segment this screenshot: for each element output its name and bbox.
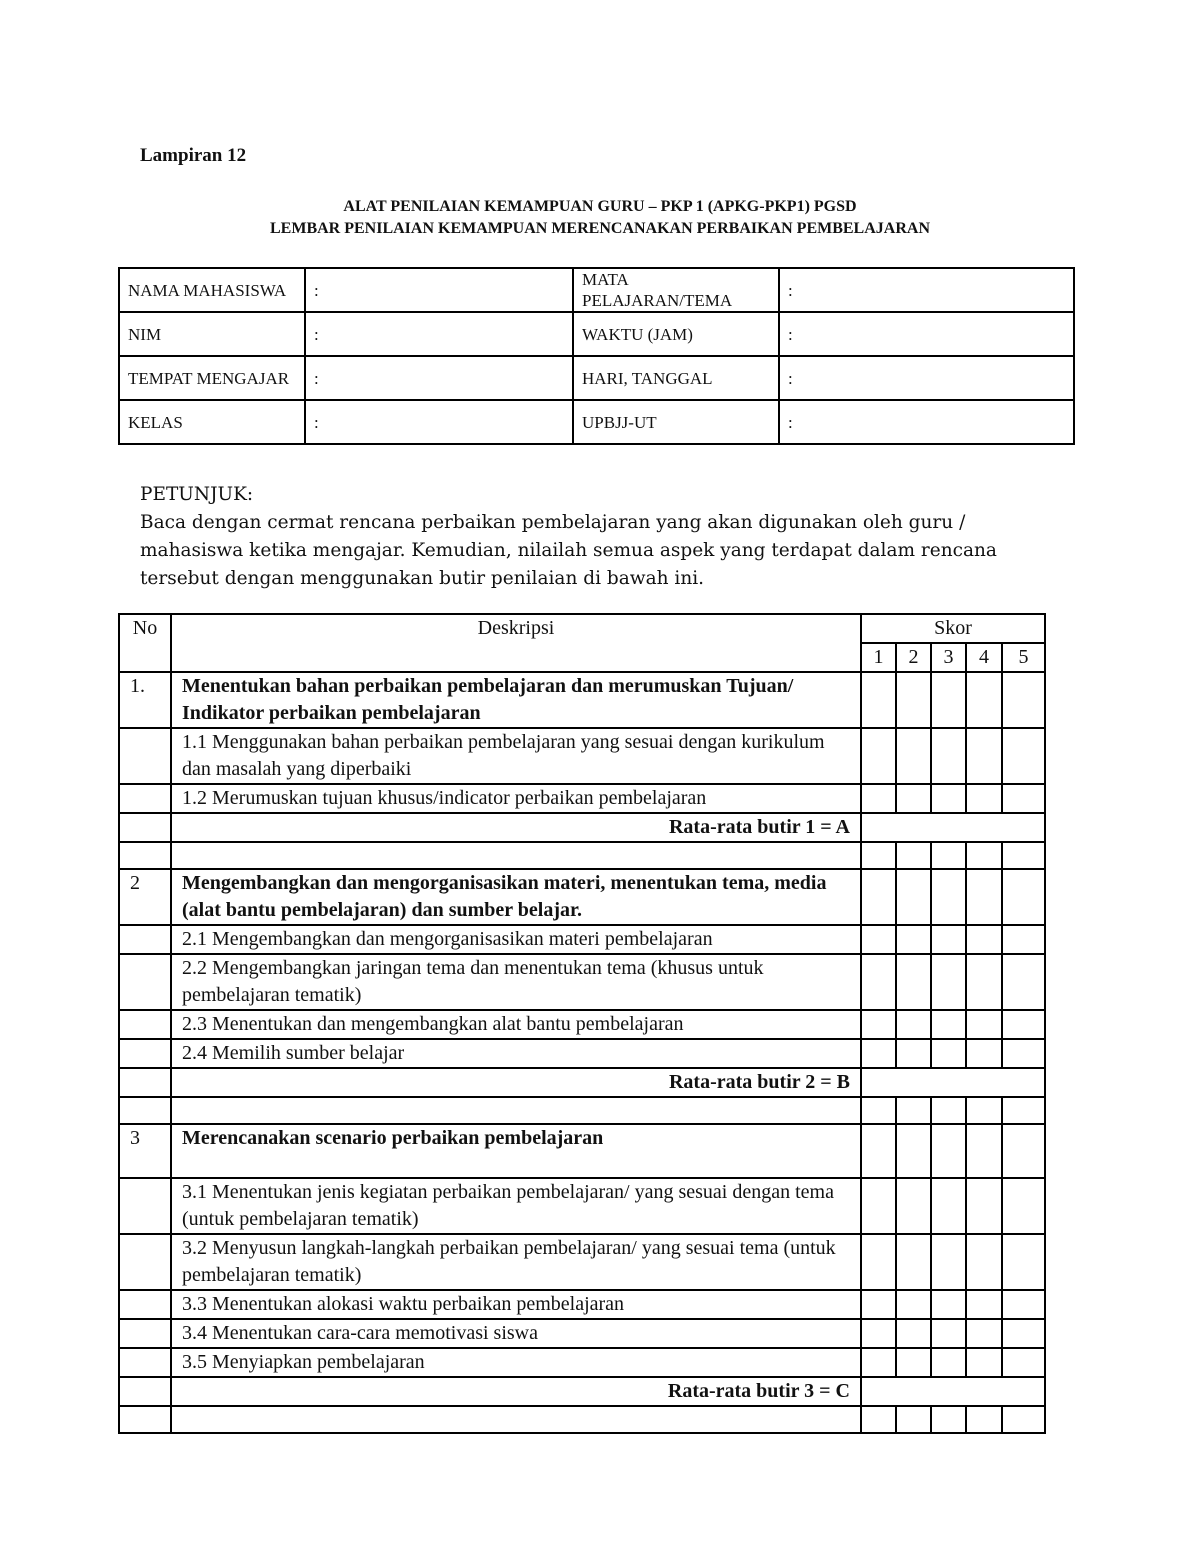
- average-row: [119, 1068, 1045, 1097]
- score-cell-1[interactable]: [861, 1178, 896, 1234]
- score-cell-4[interactable]: [966, 842, 1002, 869]
- table-row: [119, 842, 1045, 869]
- score-cell-3[interactable]: [931, 728, 966, 784]
- identity-value-field[interactable]: :: [305, 312, 573, 356]
- row-description: Menentukan bahan perbaikan pembelajaran dan merumuskan Tujuan/ Indikator perbaikan pembelajaran: [171, 672, 861, 728]
- row-number: [119, 784, 171, 813]
- average-label: Rata-rata butir 2 = B: [171, 1068, 861, 1097]
- score-cell-5[interactable]: [1002, 1319, 1045, 1348]
- assessment-table: [118, 613, 1046, 1434]
- identity-row: [119, 268, 1074, 312]
- table-row: [119, 1290, 1045, 1319]
- score-cell-4[interactable]: [966, 1010, 1002, 1039]
- instructions-heading: PETUNJUK:: [140, 484, 254, 505]
- score-cell-5[interactable]: [1002, 672, 1045, 728]
- table-row: [119, 1097, 1045, 1124]
- score-cell-1[interactable]: [861, 1319, 896, 1348]
- score-cell-3[interactable]: [931, 925, 966, 954]
- row-description: 2.3 Menentukan dan mengembangkan alat bantu pembelajaran: [171, 1010, 861, 1039]
- score-cell-3[interactable]: [931, 869, 966, 925]
- score-cell-2[interactable]: [896, 1234, 931, 1290]
- lampiran-label: Lampiran 12: [140, 145, 247, 166]
- identity-label: WAKTU (JAM): [573, 312, 779, 356]
- identity-label: NIM: [119, 312, 305, 356]
- row-description: [171, 1406, 861, 1433]
- score-cell-1[interactable]: [861, 1097, 896, 1124]
- score-cell-1[interactable]: [861, 925, 896, 954]
- score-cell-1[interactable]: [861, 1039, 896, 1068]
- score-cell-4[interactable]: [966, 1039, 1002, 1068]
- row-number: [119, 728, 171, 784]
- row-description: 3.5 Menyiapkan pembelajaran: [171, 1348, 861, 1377]
- score-cell-2[interactable]: [896, 1039, 931, 1068]
- header-deskripsi: Deskripsi: [171, 614, 861, 672]
- title-line-2: LEMBAR PENILAIAN KEMAMPUAN MERENCANAKAN PERBAIKAN PEMBELAJARAN: [270, 220, 930, 237]
- score-cell-5[interactable]: [1002, 1124, 1045, 1178]
- section-row: [119, 672, 1045, 728]
- document-title: [0, 196, 1200, 240]
- score-cell-3[interactable]: [931, 1319, 966, 1348]
- table-row: [119, 1039, 1045, 1068]
- score-cell-2[interactable]: [896, 954, 931, 1010]
- identity-value-field[interactable]: :: [305, 268, 573, 312]
- header-score-1: 1: [861, 643, 896, 672]
- table-row: [119, 925, 1045, 954]
- score-cell-5[interactable]: [1002, 1234, 1045, 1290]
- average-row: [119, 813, 1045, 842]
- score-cell-3[interactable]: [931, 784, 966, 813]
- table-row: [119, 1178, 1045, 1234]
- score-cell-3[interactable]: [931, 1039, 966, 1068]
- score-cell-1[interactable]: [861, 954, 896, 1010]
- score-cell-4[interactable]: [966, 1234, 1002, 1290]
- row-number: [119, 1290, 171, 1319]
- average-score-cell[interactable]: [861, 1068, 1045, 1097]
- row-number: [119, 1178, 171, 1234]
- score-cell-5[interactable]: [1002, 1406, 1045, 1433]
- header-score-3: 3: [931, 643, 966, 672]
- identity-value-field[interactable]: :: [779, 400, 1074, 444]
- average-label: Rata-rata butir 3 = C: [171, 1377, 861, 1406]
- score-cell-2[interactable]: [896, 925, 931, 954]
- score-cell-1[interactable]: [861, 1348, 896, 1377]
- identity-value-field[interactable]: :: [305, 356, 573, 400]
- score-cell-3[interactable]: [931, 1124, 966, 1178]
- row-description: 1.2 Merumuskan tujuan khusus/indicator perbaikan pembelajaran: [171, 784, 861, 813]
- row-description: Merencanakan scenario perbaikan pembelajaran: [171, 1124, 861, 1178]
- row-number: [119, 1348, 171, 1377]
- identity-value-field[interactable]: :: [779, 268, 1074, 312]
- identity-row: [119, 312, 1074, 356]
- score-cell-5[interactable]: [1002, 925, 1045, 954]
- average-label: Rata-rata butir 1 = A: [171, 813, 861, 842]
- score-cell-4[interactable]: [966, 1406, 1002, 1433]
- average-score-cell[interactable]: [861, 1377, 1045, 1406]
- score-cell-2[interactable]: [896, 1178, 931, 1234]
- score-cell-4[interactable]: [966, 1097, 1002, 1124]
- row-description: 2.4 Memilih sumber belajar: [171, 1039, 861, 1068]
- row-number: [119, 1234, 171, 1290]
- table-row: [119, 1319, 1045, 1348]
- identity-value-field[interactable]: :: [779, 356, 1074, 400]
- score-cell-2[interactable]: [896, 1290, 931, 1319]
- row-description: 1.1 Menggunakan bahan perbaikan pembelajaran yang sesuai dengan kurikulum dan masalah yang diperbaiki: [171, 728, 861, 784]
- row-number: [119, 954, 171, 1010]
- score-cell-5[interactable]: [1002, 1039, 1045, 1068]
- score-cell-3[interactable]: [931, 954, 966, 1010]
- score-cell-3[interactable]: [931, 1406, 966, 1433]
- identity-value-field[interactable]: :: [779, 312, 1074, 356]
- row-description: 3.2 Menyusun langkah-langkah perbaikan pembelajaran/ yang sesuai tema (untuk pembelajaran tematik): [171, 1234, 861, 1290]
- score-cell-1[interactable]: [861, 842, 896, 869]
- row-description: 3.4 Menentukan cara-cara memotivasi siswa: [171, 1319, 861, 1348]
- score-cell-1[interactable]: [861, 1406, 896, 1433]
- table-row: [119, 784, 1045, 813]
- identity-label: NAMA MAHASISWA: [119, 268, 305, 312]
- score-cell-3[interactable]: [931, 1348, 966, 1377]
- score-cell-4[interactable]: [966, 1178, 1002, 1234]
- table-row: [119, 954, 1045, 1010]
- row-description: [171, 1097, 861, 1124]
- score-cell-5[interactable]: [1002, 869, 1045, 925]
- row-number: [119, 1377, 171, 1406]
- score-cell-4[interactable]: [966, 1319, 1002, 1348]
- row-number: [119, 925, 171, 954]
- row-number: 3: [119, 1124, 171, 1178]
- average-score-cell[interactable]: [861, 813, 1045, 842]
- header-no: No: [119, 614, 171, 672]
- score-cell-1[interactable]: [861, 784, 896, 813]
- score-cell-5[interactable]: [1002, 1290, 1045, 1319]
- score-cell-1[interactable]: [861, 1290, 896, 1319]
- score-cell-5[interactable]: [1002, 1178, 1045, 1234]
- score-cell-2[interactable]: [896, 1124, 931, 1178]
- score-cell-5[interactable]: [1002, 1097, 1045, 1124]
- row-number: 1.: [119, 672, 171, 728]
- header-skor: Skor: [861, 614, 1045, 643]
- score-cell-2[interactable]: [896, 1097, 931, 1124]
- identity-row: [119, 356, 1074, 400]
- score-cell-3[interactable]: [931, 1097, 966, 1124]
- score-cell-2[interactable]: [896, 728, 931, 784]
- identity-label: MATA PELAJARAN/TEMA: [573, 268, 779, 312]
- row-number: [119, 1010, 171, 1039]
- score-cell-4[interactable]: [966, 1124, 1002, 1178]
- header-score-5: 5: [1002, 643, 1045, 672]
- header-score-2: 2: [896, 643, 931, 672]
- table-row: [119, 728, 1045, 784]
- score-cell-3[interactable]: [931, 1178, 966, 1234]
- row-description: 2.2 Mengembangkan jaringan tema dan menentukan tema (khusus untuk pembelajaran tematik): [171, 954, 861, 1010]
- score-cell-4[interactable]: [966, 784, 1002, 813]
- score-cell-2[interactable]: [896, 869, 931, 925]
- score-cell-2[interactable]: [896, 784, 931, 813]
- score-cell-1[interactable]: [861, 1124, 896, 1178]
- score-cell-1[interactable]: [861, 869, 896, 925]
- score-cell-3[interactable]: [931, 842, 966, 869]
- score-cell-3[interactable]: [931, 672, 966, 728]
- score-cell-5[interactable]: [1002, 784, 1045, 813]
- identity-label: UPBJJ-UT: [573, 400, 779, 444]
- score-cell-4[interactable]: [966, 1348, 1002, 1377]
- score-cell-5[interactable]: [1002, 728, 1045, 784]
- row-description: 2.1 Mengembangkan dan mengorganisasikan materi pembelajaran: [171, 925, 861, 954]
- score-cell-5[interactable]: [1002, 1348, 1045, 1377]
- title-line-1: ALAT PENILAIAN KEMAMPUAN GURU – PKP 1 (APKG-PKP1) PGSD: [343, 198, 857, 215]
- identity-label: KELAS: [119, 400, 305, 444]
- row-description: 3.1 Menentukan jenis kegiatan perbaikan pembelajaran/ yang sesuai dengan tema (untuk pembelajaran tematik): [171, 1178, 861, 1234]
- score-cell-3[interactable]: [931, 1010, 966, 1039]
- score-cell-1[interactable]: [861, 672, 896, 728]
- row-number: [119, 1097, 171, 1124]
- table-row: [119, 1234, 1045, 1290]
- score-cell-1[interactable]: [861, 1234, 896, 1290]
- average-row: [119, 1377, 1045, 1406]
- score-cell-2[interactable]: [896, 672, 931, 728]
- identity-value-field[interactable]: :: [305, 400, 573, 444]
- score-cell-2[interactable]: [896, 1319, 931, 1348]
- table-row: [119, 1348, 1045, 1377]
- table-row: [119, 1010, 1045, 1039]
- row-number: [119, 1406, 171, 1433]
- identity-row: [119, 400, 1074, 444]
- score-cell-4[interactable]: [966, 1290, 1002, 1319]
- identity-label: TEMPAT MENGAJAR: [119, 356, 305, 400]
- score-cell-1[interactable]: [861, 1010, 896, 1039]
- score-cell-3[interactable]: [931, 1290, 966, 1319]
- row-description: 3.3 Menentukan alokasi waktu perbaikan pembelajaran: [171, 1290, 861, 1319]
- score-cell-4[interactable]: [966, 954, 1002, 1010]
- score-cell-5[interactable]: [1002, 842, 1045, 869]
- identity-table: [118, 267, 1075, 445]
- instructions: [140, 481, 1040, 593]
- score-cell-4[interactable]: [966, 672, 1002, 728]
- row-number: [119, 1039, 171, 1068]
- score-cell-2[interactable]: [896, 1348, 931, 1377]
- section-row: [119, 1124, 1045, 1178]
- table-row: [119, 1406, 1045, 1433]
- row-description: [171, 842, 861, 869]
- header-score-4: 4: [966, 643, 1002, 672]
- row-number: [119, 1068, 171, 1097]
- score-cell-5[interactable]: [1002, 954, 1045, 1010]
- row-number: 2: [119, 869, 171, 925]
- score-cell-2[interactable]: [896, 1406, 931, 1433]
- score-cell-2[interactable]: [896, 842, 931, 869]
- score-cell-4[interactable]: [966, 728, 1002, 784]
- section-row: [119, 869, 1045, 925]
- row-number: [119, 1319, 171, 1348]
- row-number: [119, 813, 171, 842]
- score-cell-3[interactable]: [931, 1234, 966, 1290]
- row-number: [119, 842, 171, 869]
- identity-label: HARI, TANGGAL: [573, 356, 779, 400]
- score-cell-4[interactable]: [966, 869, 1002, 925]
- score-cell-4[interactable]: [966, 925, 1002, 954]
- score-cell-1[interactable]: [861, 728, 896, 784]
- score-cell-2[interactable]: [896, 1010, 931, 1039]
- score-cell-5[interactable]: [1002, 1010, 1045, 1039]
- instructions-text: Baca dengan cermat rencana perbaikan pembelajaran yang akan digunakan oleh guru / mahasiswa ketika mengajar. Kemudian, nilailah semua aspek yang terdapat dalam rencana tersebut dengan menggunakan butir penilaian di bawah ini.: [140, 512, 997, 589]
- row-description: Mengembangkan dan mengorganisasikan materi, menentukan tema, media (alat bantu pembelajaran) dan sumber belajar.: [171, 869, 861, 925]
